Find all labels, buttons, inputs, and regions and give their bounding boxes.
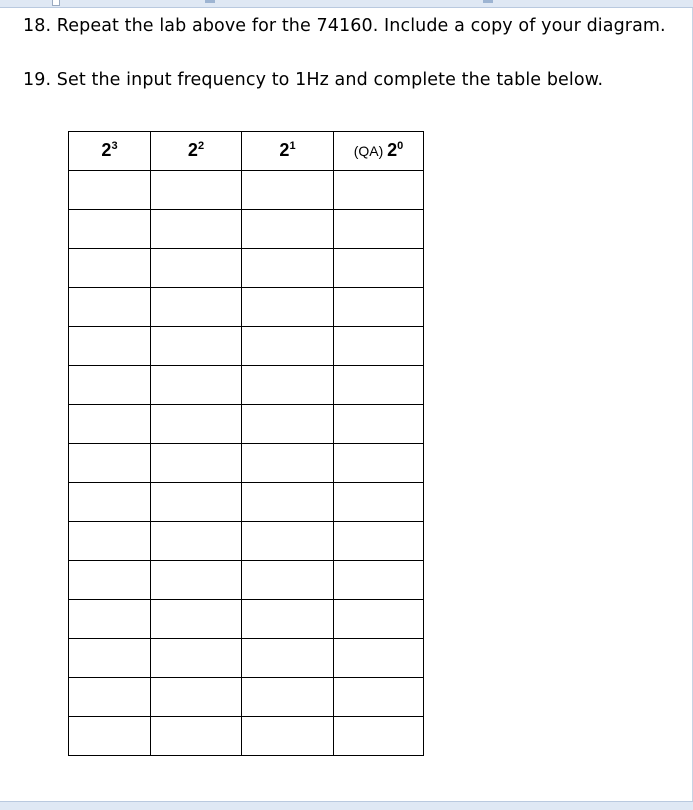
table-cell[interactable] — [334, 288, 424, 327]
header-qa-2-pow-0: (QA) $2^0$ — [334, 132, 424, 171]
table-cell[interactable] — [334, 717, 424, 756]
question-18: 18. Repeat the lab above for the 74160. Include a copy of your diagram. — [23, 16, 666, 36]
table-row — [69, 483, 424, 522]
table-cell[interactable] — [334, 366, 424, 405]
table-cell[interactable] — [151, 327, 242, 366]
table-cell[interactable] — [151, 249, 242, 288]
table-cell[interactable] — [151, 444, 242, 483]
table-cell[interactable] — [151, 600, 242, 639]
header-2-pow-2: $2^2$ — [151, 132, 242, 171]
table-cell[interactable] — [69, 327, 151, 366]
table-cell[interactable] — [242, 444, 334, 483]
table-row — [69, 717, 424, 756]
table-cell[interactable] — [334, 171, 424, 210]
table-row — [69, 171, 424, 210]
table-cell[interactable] — [69, 444, 151, 483]
table-cell[interactable] — [242, 639, 334, 678]
table-cell[interactable] — [151, 366, 242, 405]
table-cell[interactable] — [334, 678, 424, 717]
table-cell[interactable] — [151, 639, 242, 678]
table-cell[interactable] — [69, 171, 151, 210]
table-cell[interactable] — [242, 561, 334, 600]
table-cell[interactable] — [151, 483, 242, 522]
table-row — [69, 327, 424, 366]
table-cell[interactable] — [69, 249, 151, 288]
table-row — [69, 639, 424, 678]
ruler-marker — [483, 0, 493, 3]
table-cell[interactable] — [242, 327, 334, 366]
table-cell[interactable] — [242, 678, 334, 717]
table-cell[interactable] — [69, 210, 151, 249]
table-cell[interactable] — [242, 522, 334, 561]
table-cell[interactable] — [69, 366, 151, 405]
table-cell[interactable] — [242, 405, 334, 444]
table-cell[interactable] — [151, 522, 242, 561]
table-cell[interactable] — [334, 600, 424, 639]
table-row — [69, 210, 424, 249]
table-body — [69, 171, 424, 756]
table-cell[interactable] — [151, 210, 242, 249]
table-cell[interactable] — [69, 639, 151, 678]
table-cell[interactable] — [69, 288, 151, 327]
table-cell[interactable] — [69, 678, 151, 717]
answer-table — [68, 131, 424, 756]
ruler — [0, 0, 693, 8]
table-row — [69, 249, 424, 288]
table-cell[interactable] — [151, 717, 242, 756]
question-19: 19. Set the input frequency to 1Hz and complete the table below. — [23, 70, 604, 90]
table-cell[interactable] — [334, 210, 424, 249]
table-cell[interactable] — [151, 288, 242, 327]
table-cell[interactable] — [334, 483, 424, 522]
table-row — [69, 444, 424, 483]
table-cell[interactable] — [334, 249, 424, 288]
table-cell[interactable] — [69, 600, 151, 639]
header-2-pow-1: $2^1$ — [242, 132, 334, 171]
table-row — [69, 405, 424, 444]
table-cell[interactable] — [242, 483, 334, 522]
table-cell[interactable] — [242, 366, 334, 405]
table-cell[interactable] — [334, 639, 424, 678]
table-cell[interactable] — [151, 171, 242, 210]
table-cell[interactable] — [242, 171, 334, 210]
header-row — [69, 132, 424, 171]
table-row — [69, 678, 424, 717]
table-cell[interactable] — [334, 327, 424, 366]
table-row — [69, 600, 424, 639]
table-cell[interactable] — [242, 249, 334, 288]
table-row — [69, 366, 424, 405]
indent-marker[interactable] — [52, 0, 60, 6]
table-cell[interactable] — [334, 561, 424, 600]
table-cell[interactable] — [69, 561, 151, 600]
table-cell[interactable] — [69, 522, 151, 561]
table-cell[interactable] — [69, 405, 151, 444]
table-cell[interactable] — [151, 405, 242, 444]
table-cell[interactable] — [242, 600, 334, 639]
table-cell[interactable] — [151, 561, 242, 600]
table-cell[interactable] — [334, 405, 424, 444]
header-2-pow-3: $2^3$ — [69, 132, 151, 171]
table-cell[interactable] — [151, 678, 242, 717]
table-cell[interactable] — [242, 717, 334, 756]
table-cell[interactable] — [334, 522, 424, 561]
ruler-marker — [205, 0, 215, 3]
table-row — [69, 288, 424, 327]
table-cell[interactable] — [242, 210, 334, 249]
table-cell[interactable] — [69, 483, 151, 522]
table-row — [69, 561, 424, 600]
table-row — [69, 522, 424, 561]
table-cell[interactable] — [242, 288, 334, 327]
table-cell[interactable] — [69, 717, 151, 756]
table-cell[interactable] — [334, 444, 424, 483]
